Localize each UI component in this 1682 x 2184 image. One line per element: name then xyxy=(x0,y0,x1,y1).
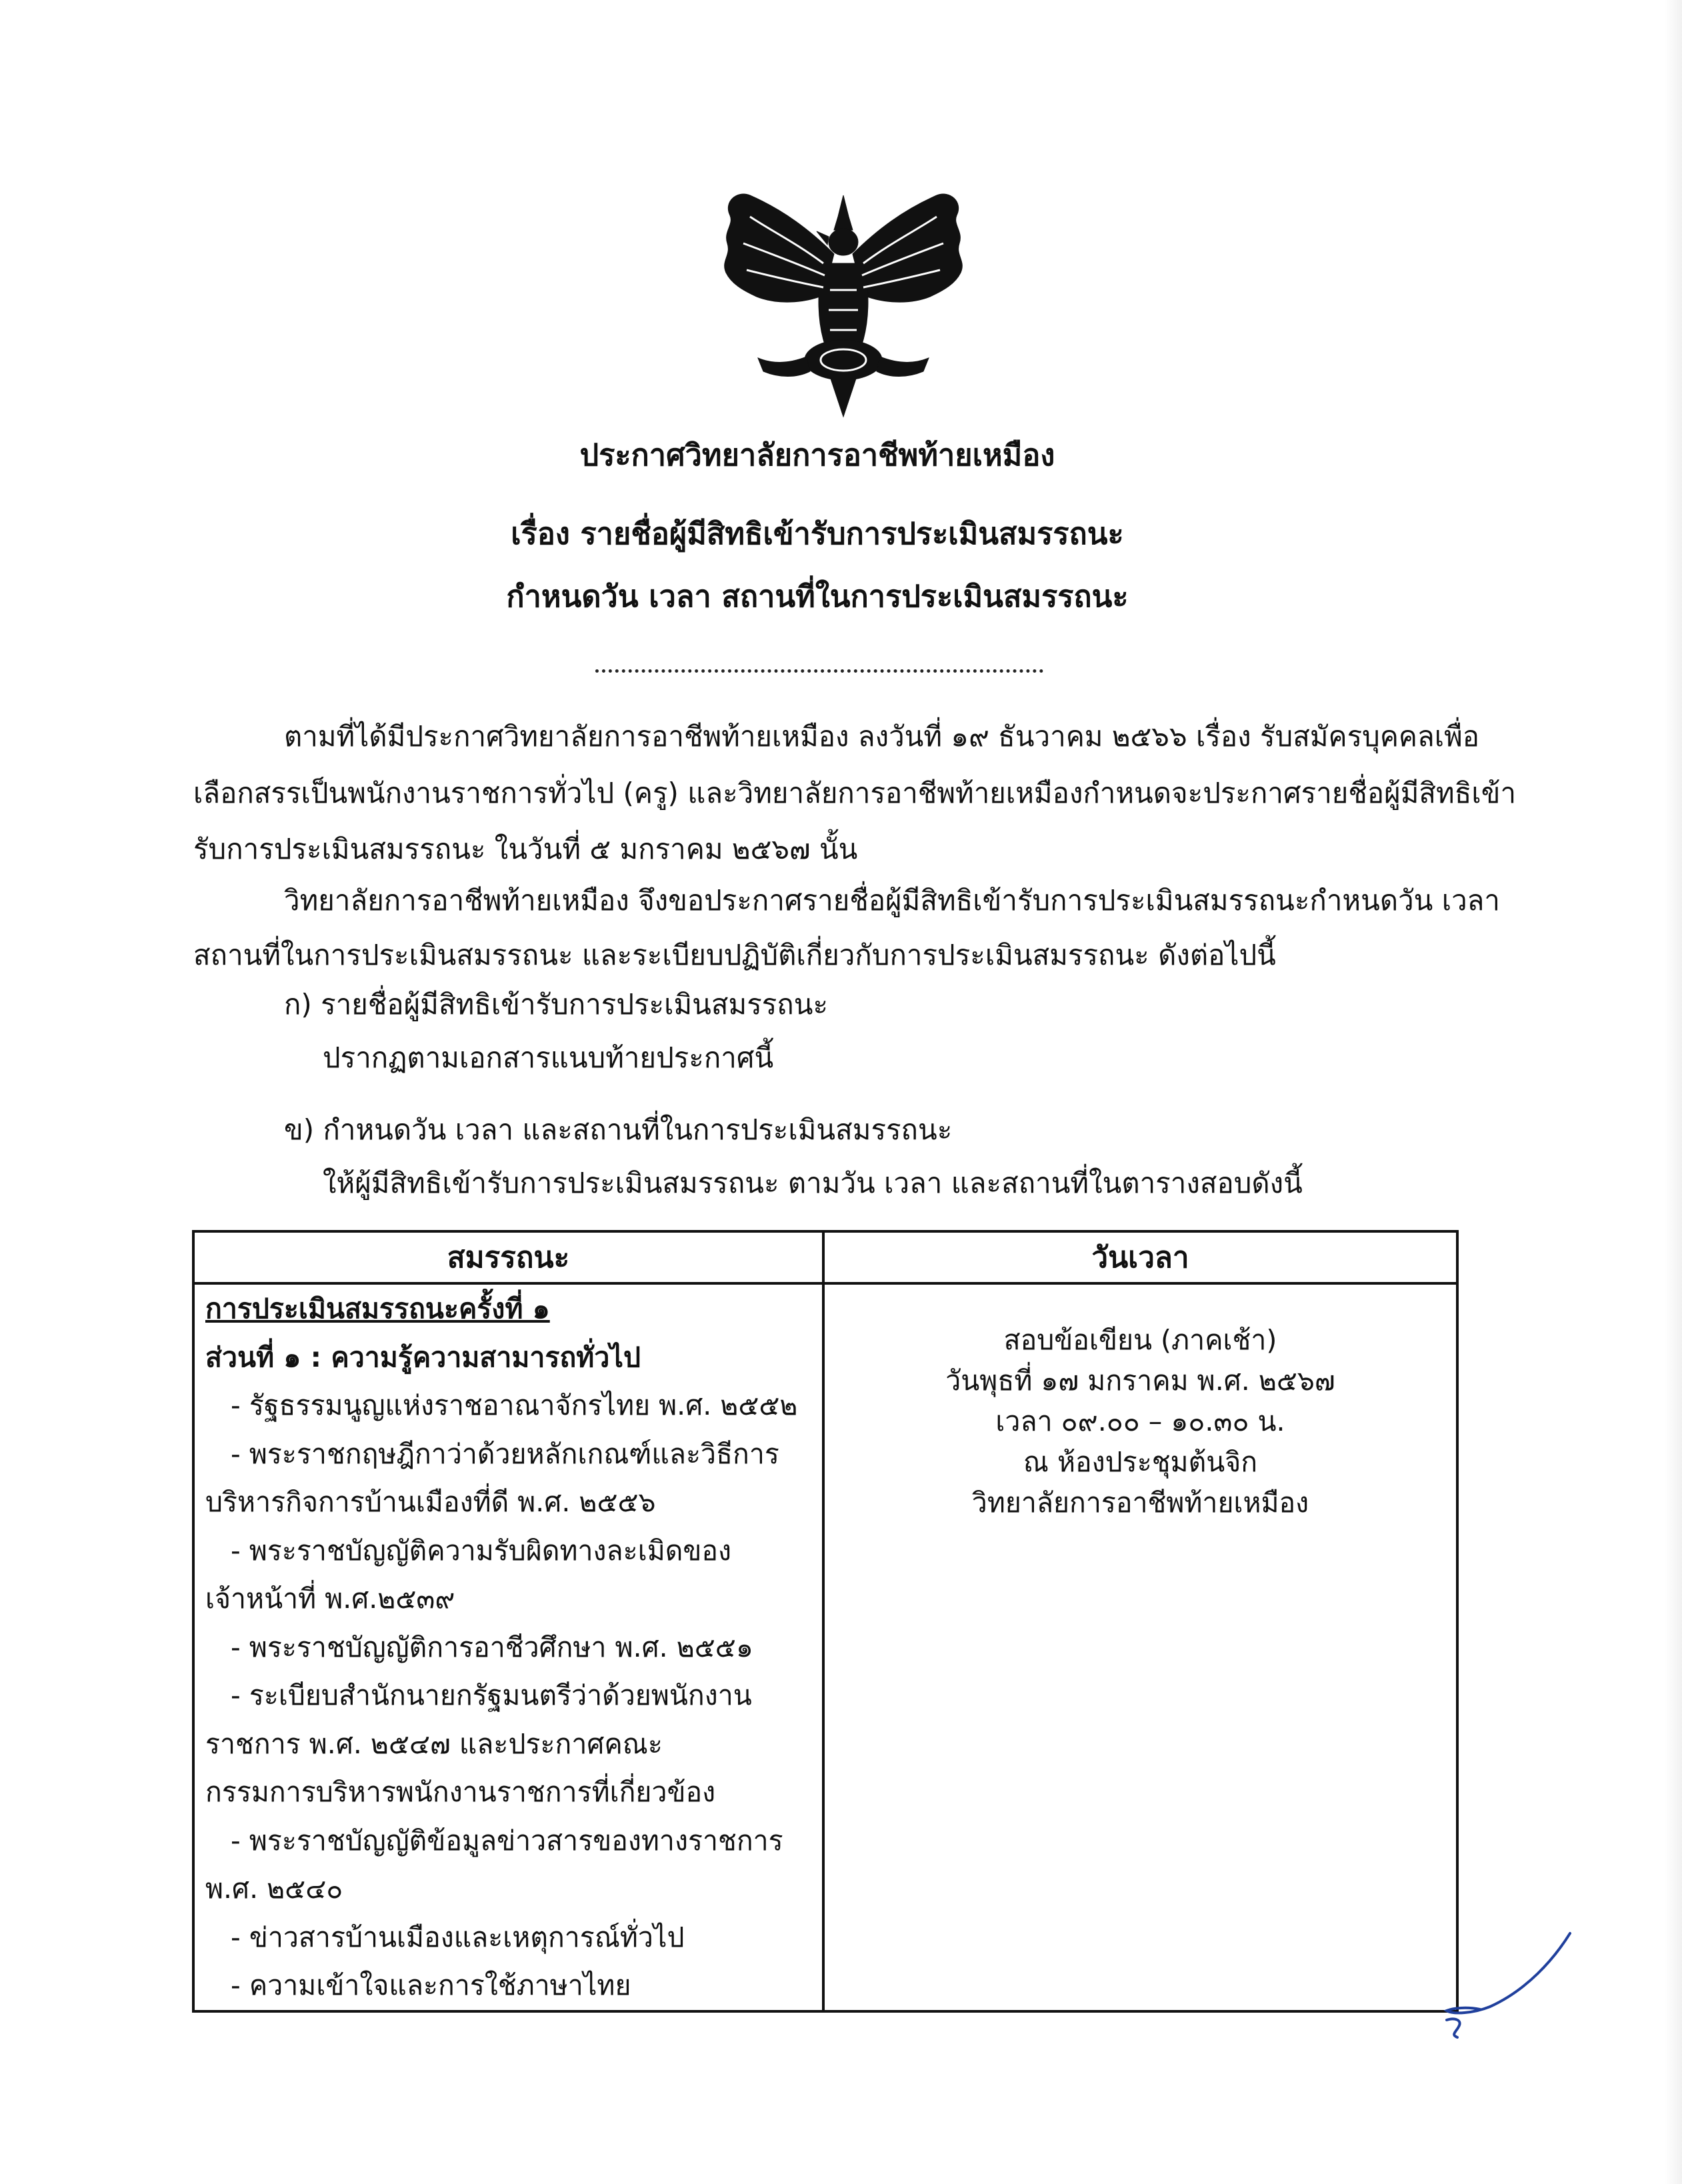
list-item: - พระราชกฤษฎีกาว่าด้วยหลักเกณฑ์และวิธีการ xyxy=(231,1437,779,1470)
handwritten-initial-icon xyxy=(1427,1920,1587,2040)
list-item-continuation: บริหารกิจการบ้านเมืองที่ดี พ.ศ. ๒๕๕๖ xyxy=(205,1486,656,1518)
item-b-title: ข) กำหนดวัน เวลา และสถานที่ในการประเมินสมรรถนะ xyxy=(284,1113,953,1146)
exam-date: วันพุธที่ ๑๗ มกราคม พ.ศ. ๒๕๖๗ xyxy=(945,1365,1335,1397)
garuda-emblem-icon xyxy=(710,190,977,420)
list-item: - รัฐธรรมนูญแห่งราชอาณาจักรไทย พ.ศ. ๒๕๕๒ xyxy=(231,1389,798,1421)
exam-room: ณ ห้องประชุมต้นจิก xyxy=(1023,1446,1258,1478)
page-edge-shadow xyxy=(1665,0,1682,2184)
competency-schedule-table xyxy=(192,1230,1459,2013)
item-b-detail: ให้ผู้มีสิทธิเข้ารับการประเมินสมรรถนะ ตามวัน เวลา และสถานที่ในตารางสอบดังนี้ xyxy=(323,1167,1303,1199)
list-item: - ความเข้าใจและการใช้ภาษาไทย xyxy=(231,1969,631,2001)
exam-time: เวลา ๐๙.๐๐ – ๑๐.๓๐ น. xyxy=(995,1405,1285,1437)
table-header-row xyxy=(193,1231,1457,1283)
schedule-cell xyxy=(823,1283,1457,2011)
title-divider xyxy=(595,669,1043,673)
list-item-continuation: เจ้าหน้าที่ พ.ศ.๒๕๓๙ xyxy=(205,1583,455,1615)
paragraph-1-line-2: เลือกสรรเป็นพนักงานราชการทั่วไป (ครู) และวิทยาลัยการอาชีพท้ายเหมืองกำหนดจะประกาศรายชื่อผู้มีสิทธิเข้า xyxy=(193,777,1517,809)
document-subject-line-2: กำหนดวัน เวลา สถานที่ในการประเมินสมรรถนะ xyxy=(506,579,1129,614)
assessment-round-heading: การประเมินสมรรถนะครั้งที่ ๑ xyxy=(205,1293,550,1325)
list-item: - พระราชบัญญัติข้อมูลข่าวสารของทางราชการ xyxy=(231,1824,783,1857)
list-item-continuation: พ.ศ. ๒๕๔๐ xyxy=(205,1873,343,1905)
item-a-detail: ปรากฏตามเอกสารแนบท้ายประกาศนี้ xyxy=(323,1041,774,1074)
list-item-continuation: กรรมการบริหารพนักงานราชการที่เกี่ยวข้อง xyxy=(205,1776,716,1808)
list-item: - พระราชบัญญัติความรับผิดทางละเมิดของ xyxy=(231,1534,732,1567)
competency-cell xyxy=(193,1283,823,2011)
list-item: - ข่าวสารบ้านเมืองและเหตุการณ์ทั่วไป xyxy=(231,1921,685,1953)
paragraph-2-line-1: วิทยาลัยการอาชีพท้ายเหมือง จึงขอประกาศรายชื่อผู้มีสิทธิเข้ารับการประเมินสมรรถนะกำหนดวัน เวลา xyxy=(284,884,1501,917)
exam-type: สอบข้อเขียน (ภาคเช้า) xyxy=(1003,1324,1277,1356)
paragraph-1-line-1: ตามที่ได้มีประกาศวิทยาลัยการอาชีพท้ายเหมือง ลงวันที่ ๑๙ ธันวาคม ๒๕๖๖ เรื่อง รับสมัครบุคคลเพื่อ xyxy=(284,720,1480,753)
exam-venue: วิทยาลัยการอาชีพท้ายเหมือง xyxy=(971,1487,1309,1519)
item-a-title: ก) รายชื่อผู้มีสิทธิเข้ารับการประเมินสมรรถนะ xyxy=(284,988,829,1021)
document-title: ประกาศวิทยาลัยการอาชีพท้ายเหมือง xyxy=(579,437,1055,473)
list-item-continuation: ราชการ พ.ศ. ๒๕๔๗ และประกาศคณะ xyxy=(205,1727,663,1760)
paragraph-2-line-2: สถานที่ในการประเมินสมรรถนะ และระเบียบปฏิบัติเกี่ยวกับการประเมินสมรรถนะ ดังต่อไปนี้ xyxy=(193,939,1276,971)
column-header-competency: สมรรถนะ xyxy=(193,1231,823,1283)
part-1-heading: ส่วนที่ ๑ : ความรู้ความสามารถทั่วไป xyxy=(205,1341,641,1373)
table-row xyxy=(193,1283,1457,2011)
paragraph-1-line-3: รับการประเมินสมรรถนะ ในวันที่ ๕ มกราคม ๒๕๖๗ นั้น xyxy=(193,833,858,865)
column-header-datetime: วันเวลา xyxy=(823,1231,1457,1283)
list-item: - พระราชบัญญัติการอาชีวศึกษา พ.ศ. ๒๕๕๑ xyxy=(231,1631,753,1663)
document-subject-line-1: เรื่อง รายชื่อผู้มีสิทธิเข้ารับการประเมินสมรรถนะ xyxy=(511,516,1124,551)
list-item: - ระเบียบสำนักนายกรัฐมนตรีว่าด้วยพนักงาน xyxy=(231,1679,752,1711)
